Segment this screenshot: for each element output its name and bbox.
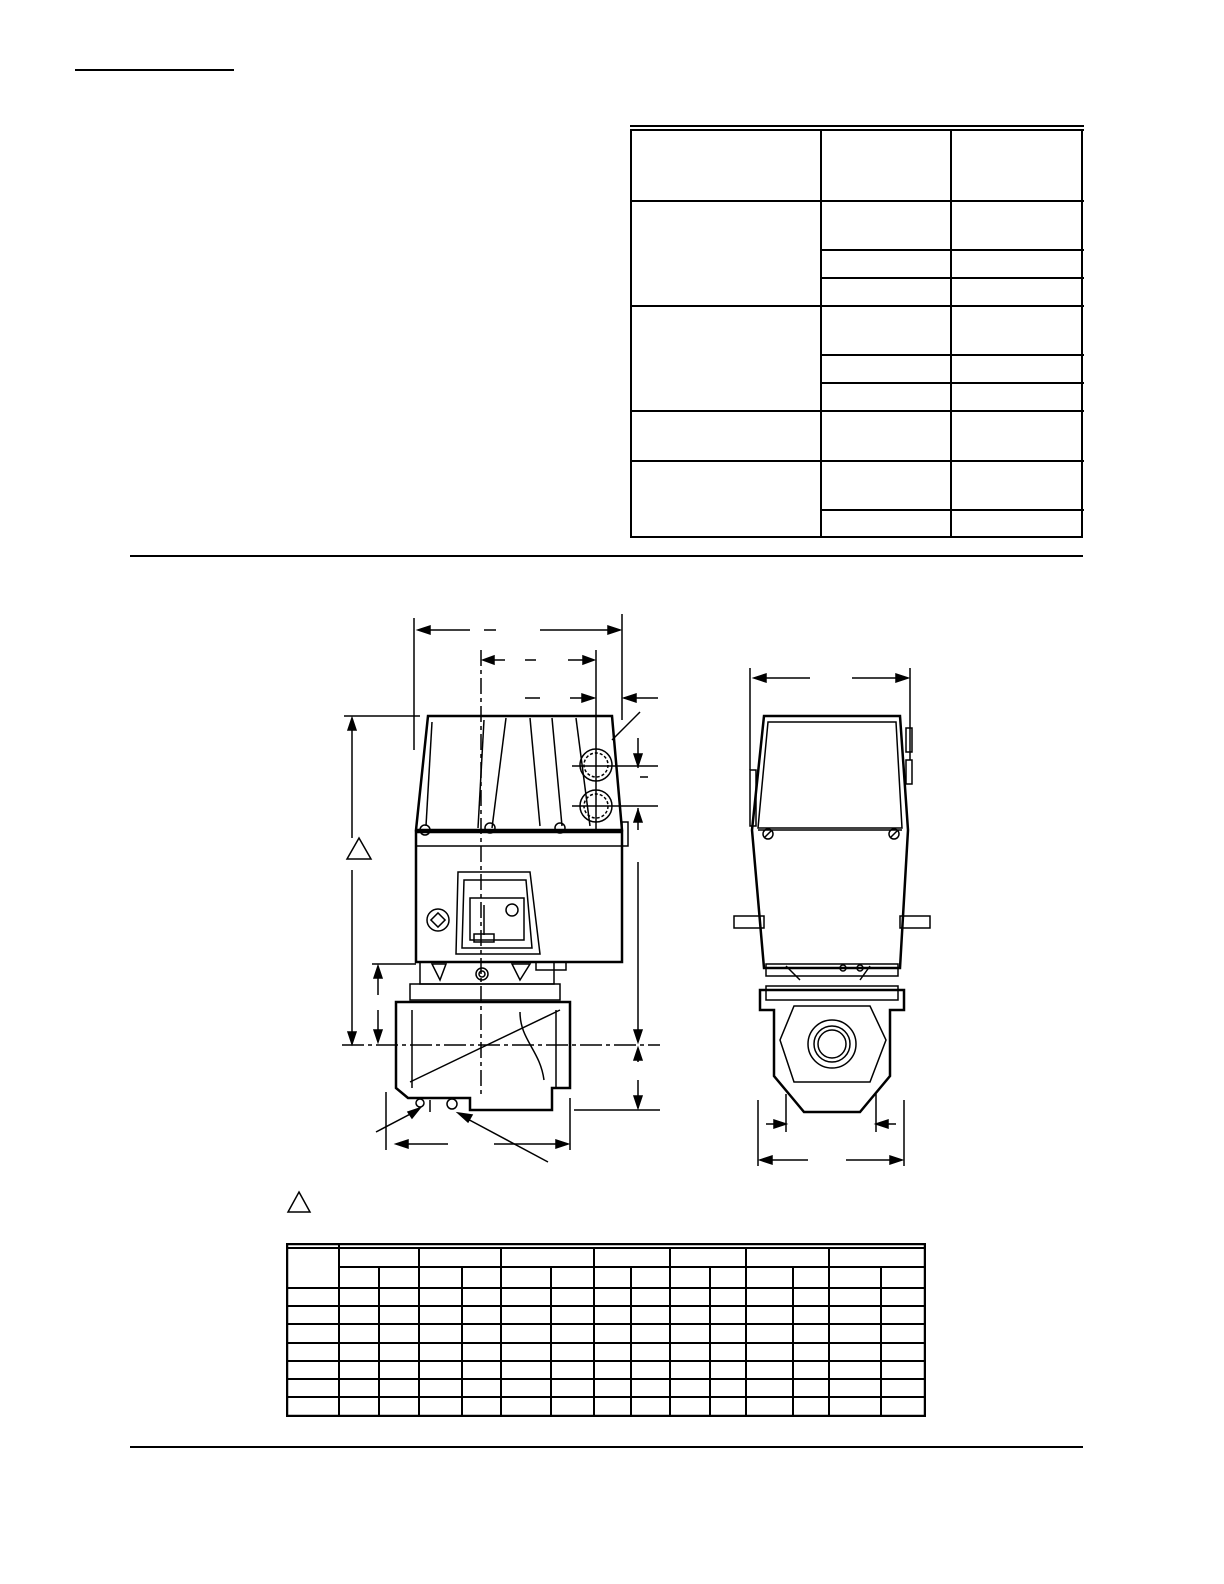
spec-table-grid: [630, 125, 1084, 539]
drawing-front-view: [330, 600, 670, 1170]
section-rule: [130, 555, 1083, 557]
drawing-side-view: [728, 660, 934, 1170]
spec-table: [630, 125, 1084, 539]
dimension-table: [286, 1243, 926, 1417]
dimension-table-grid: [286, 1243, 926, 1417]
footer-rule: [130, 1446, 1083, 1448]
note-triangle: [286, 1190, 312, 1214]
header-rule: [75, 69, 234, 71]
